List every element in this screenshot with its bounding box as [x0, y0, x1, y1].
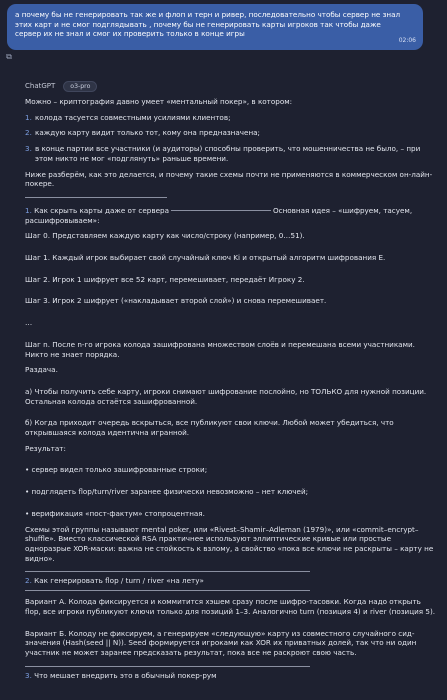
- copy-icon[interactable]: ⧉: [6, 52, 12, 61]
- list-item: 1. колода тасуется совместными усилиями клиентов;: [25, 112, 231, 122]
- paragraph: Вариант А. Колода фиксируется и коммитится хэшем сразу после шифро-тасовки. Когда надо открыть flop, все игроки публикуют ключи только для позиций 1–3. Аналогично turn (позиция 4) и river (позиция 5).: [25, 597, 436, 616]
- message-timestamp: 02:06: [398, 37, 416, 45]
- user-message-bubble: [7, 4, 423, 50]
- section-heading: 1. Как скрыть карты даже от сервера Основная идея – «шифруем, тасуем, расшифровываем»:: [25, 205, 413, 225]
- assistant-message: [25, 97, 437, 680]
- paragraph: а) Чтобы получить себе карту, игроки снимают шифрование послойно, но ТОЛЬКО для нужной позиции. Остальная колода остаётся зашифрованной.: [25, 386, 427, 406]
- paragraph: Результат:: [25, 443, 66, 453]
- paragraph: Схемы этой группы называют mental poker, или «Rivest–Shamir–Adleman (1979)», или «commit–encrypt–shuffle». Вместо классической RSA практичнее используют эллиптические кривые или простые одноразрые XOR-маски: важна не стойкость к взлому, а свойство «пока все ключи не раскрыты – карту не видно».: [25, 524, 434, 563]
- paragraph: Шаг 0. Представляем каждую карту как число/строку (например, 0…51).: [25, 231, 305, 241]
- user-message-text: а почему бы не генерировать так же и флоп и терн и ривер, последовательно чтобы сервер не знал этих карт и не смог подглядывать , почему бы не генерировать карты игроков так чтобы даже сервер их не знал и смог их проверить только в конце игры: [15, 10, 401, 39]
- paragraph: Шаг 1. Каждый игрок выбирает свой случайный ключ Ki и открытый алгоритм шифрования E.: [25, 253, 386, 263]
- assistant-header: [25, 80, 97, 92]
- paragraph: Шаг n. После n-го игрока колода зашифрована множеством слоёв и перемешана всеми участниками. Никто не знает порядка.: [25, 339, 415, 359]
- intro-text: Можно – криптография давно умеет «ментальный покер», в котором:: [25, 97, 293, 106]
- bullet-item: • подглядеть flop/turn/river заранее физически невозможно – нет ключей;: [25, 487, 309, 497]
- paragraph: …: [25, 318, 33, 328]
- assistant-name: ChatGPT: [25, 82, 56, 90]
- bullet-item: • сервер видел только зашифрованные строки;: [25, 465, 208, 475]
- paragraph: Раздача.: [25, 365, 58, 375]
- paragraph: Шаг 3. Игрок 2 шифрует («накладывает второй слой») и снова перемешивает.: [25, 296, 327, 306]
- bullet-item: • верификация «пост-фактум» стопроцентная.: [25, 508, 205, 518]
- list-item: 2. каждую карту видит только тот, кому она предназначена;: [25, 128, 260, 138]
- paragraph: Вариант Б. Колоду не фиксируем, а генерируем «следующую» карту из совместного случайного сид-значения (Hash(seed || N)). Seed формируется игроками как XOR их приватных долей, так что ни один участник не может заранее предсказать результат, пока все не раскроют свою часть.: [25, 628, 417, 657]
- paragraph: Ниже разберём, как это делается, и почему такие схемы почти не применяются в коммерческом он-лайн-покере.: [25, 169, 433, 189]
- paragraph: б) Когда приходит очередь вскрыться, все публикуют свои ключи. Любой может убедиться, что открывшаяся колода идентична игранной.: [25, 418, 394, 438]
- section-heading: 3. Что мешает внедрить это в обычный покер-рум: [25, 670, 217, 680]
- paragraph: Шаг 2. Игрок 1 шифрует все 52 карт, перемешивает, передаёт Игроку 2.: [25, 274, 305, 284]
- list-item: 3. в конце партии все участники (и аудиторы) способны проверить, что мошенничества не было, – при этом никто не мог «подглянуть» раньше времени.: [25, 144, 421, 163]
- section-heading: 2. Как генерировать flop / turn / river «на лету»: [25, 576, 204, 586]
- model-badge[interactable]: o3-pro: [63, 81, 97, 92]
- divider: [171, 210, 271, 211]
